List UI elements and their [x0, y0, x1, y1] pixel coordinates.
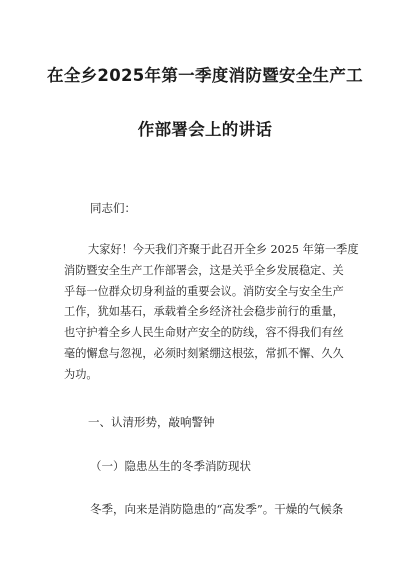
- greeting: 同志们：: [90, 201, 136, 215]
- paragraph-line: 消防暨安全生产工作部署会，这是关乎全乡发展稳定、关: [64, 263, 344, 277]
- paragraph-line: 大家好！今天我们齐聚于此召开全乡 2025 年第一季度: [88, 243, 359, 256]
- paragraph-line: 为功。: [64, 367, 98, 381]
- section-heading: 一、认清形势，敲响警钟: [88, 415, 215, 429]
- document-title-line-1: 在全乡2025年第一季度消防暨安全生产工: [47, 66, 363, 85]
- paragraph-line: 也守护着全乡人民生命财产安全的防线，容不得我们有丝: [64, 326, 344, 340]
- paragraph-line: 乎每一位群众切身利益的重要会议。消防安全与安全生产: [64, 284, 344, 298]
- paragraph-line: 冬季，向来是消防隐患的“高发季”。干燥的气候条: [90, 502, 344, 516]
- document-title-line-2: 作部署会上的讲话: [137, 120, 273, 139]
- subsection-heading: （一）隐患丛生的冬季消防现状: [90, 459, 251, 473]
- intro-paragraph: [64, 240, 364, 386]
- paragraph-line: 工作，犹如基石，承载着全乡经济社会稳步前行的重量，: [64, 305, 344, 319]
- paragraph-line: 毫的懈怠与忽视，必须时刻紧绷这根弦，常抓不懈、久久: [64, 346, 344, 360]
